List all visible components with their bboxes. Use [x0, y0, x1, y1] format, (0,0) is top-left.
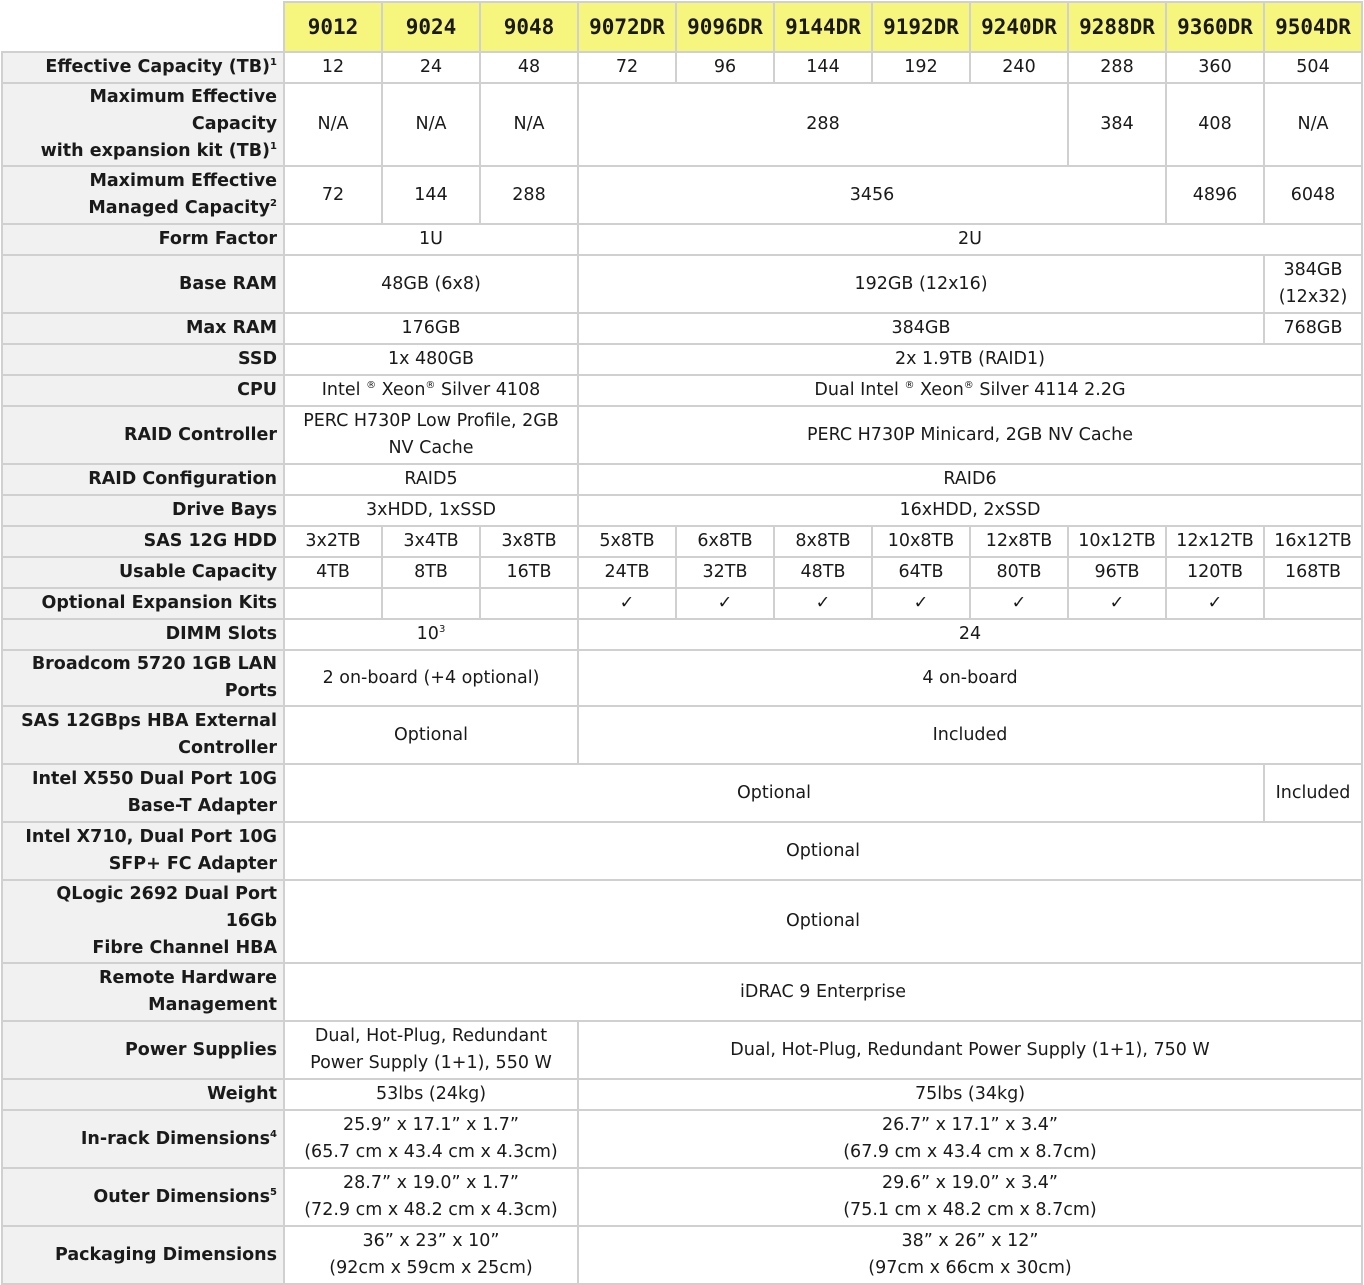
cell: 25.9” x 17.1” x 1.7” (65.7 cm x 43.4 cm x 4.3cm)	[284, 1110, 578, 1168]
model-header: 9144DR	[774, 2, 872, 52]
cell	[1264, 588, 1362, 619]
cell: PERC H730P Low Profile, 2GB NV Cache	[284, 406, 578, 464]
cell: Dual Intel ® Xeon® Silver 4114 2.2G	[578, 375, 1362, 406]
row-dimm-slots	[2, 619, 1362, 650]
cell: 4TB	[284, 557, 382, 588]
cell: 48TB	[774, 557, 872, 588]
row-label: Effective Capacity (TB)$^1$	[2, 52, 284, 83]
cell: 16TB	[480, 557, 578, 588]
cell: 144	[774, 52, 872, 83]
row-weight	[2, 1079, 1362, 1110]
row-expansion-kits	[2, 588, 1362, 619]
row-x710	[2, 822, 1362, 880]
row-label: Packaging Dimensions	[2, 1226, 284, 1284]
cell: 10x12TB	[1068, 526, 1166, 557]
row-ssd	[2, 344, 1362, 375]
cell: 32TB	[676, 557, 774, 588]
row-label: Max RAM	[2, 313, 284, 344]
model-header: 9504DR	[1264, 2, 1362, 52]
cell: 38” x 26” x 12” (97cm x 66cm x 30cm)	[578, 1226, 1362, 1284]
row-max-managed-capacity	[2, 166, 1362, 224]
cell: 1U	[284, 224, 578, 255]
cell: 53lbs (24kg)	[284, 1079, 578, 1110]
cell: PERC H730P Minicard, 2GB NV Cache	[578, 406, 1362, 464]
cell: 5x8TB	[578, 526, 676, 557]
row-power-supplies	[2, 1021, 1362, 1079]
cell: 288	[578, 83, 1068, 166]
cell: 12x12TB	[1166, 526, 1264, 557]
model-header: 9096DR	[676, 2, 774, 52]
checkmark-icon: ✓	[676, 588, 774, 619]
cell: Included	[578, 706, 1362, 764]
cell: Optional	[284, 880, 1362, 963]
row-label: Intel X710, Dual Port 10G SFP+ FC Adapter	[2, 822, 284, 880]
cell: 8TB	[382, 557, 480, 588]
cell	[382, 588, 480, 619]
cell: 24TB	[578, 557, 676, 588]
cell: 3x8TB	[480, 526, 578, 557]
cell	[284, 588, 382, 619]
cell: 6048	[1264, 166, 1362, 224]
cell: N/A	[382, 83, 480, 166]
cell: 26.7” x 17.1” x 3.4” (67.9 cm x 43.4 cm x 8.7cm)	[578, 1110, 1362, 1168]
row-lan-ports	[2, 650, 1362, 706]
corner-cell	[2, 2, 284, 52]
cell: 240	[970, 52, 1068, 83]
cell: 4 on-board	[578, 650, 1362, 706]
row-qlogic	[2, 880, 1362, 963]
cell: 29.6” x 19.0” x 3.4” (75.1 cm x 48.2 cm x 8.7cm)	[578, 1168, 1362, 1226]
cell: 80TB	[970, 557, 1068, 588]
row-label: QLogic 2692 Dual Port 16Gb Fibre Channel HBA	[2, 880, 284, 963]
row-x550	[2, 764, 1362, 822]
cell: 144	[382, 166, 480, 224]
row-drive-bays	[2, 495, 1362, 526]
row-label: Power Supplies	[2, 1021, 284, 1079]
checkmark-icon: ✓	[578, 588, 676, 619]
row-label: DIMM Slots	[2, 619, 284, 650]
cell: 288	[480, 166, 578, 224]
row-label: Form Factor	[2, 224, 284, 255]
row-label: Broadcom 5720 1GB LAN Ports	[2, 650, 284, 706]
cell: N/A	[1264, 83, 1362, 166]
checkmark-icon: ✓	[1166, 588, 1264, 619]
cell: 72	[284, 166, 382, 224]
cell: 3x4TB	[382, 526, 480, 557]
cell: Intel ® Xeon® Silver 4108	[284, 375, 578, 406]
cell: 48GB (6x8)	[284, 255, 578, 313]
model-header: 9012	[284, 2, 382, 52]
cell: 64TB	[872, 557, 970, 588]
cell: 36” x 23” x 10” (92cm x 59cm x 25cm)	[284, 1226, 578, 1284]
cell: 12	[284, 52, 382, 83]
cell: N/A	[480, 83, 578, 166]
row-label: Maximum Effective Managed Capacity$^2$	[2, 166, 284, 224]
cell: 384GB (12x32)	[1264, 255, 1362, 313]
checkmark-icon: ✓	[970, 588, 1068, 619]
model-header: 9288DR	[1068, 2, 1166, 52]
cell: 176GB	[284, 313, 578, 344]
model-header: 9360DR	[1166, 2, 1264, 52]
row-label: In-rack Dimensions$^4$	[2, 1110, 284, 1168]
cell: 4896	[1166, 166, 1264, 224]
cell: 3xHDD, 1xSSD	[284, 495, 578, 526]
cell: 8x8TB	[774, 526, 872, 557]
model-header: 9192DR	[872, 2, 970, 52]
cell: Included	[1264, 764, 1362, 822]
row-label: SAS 12G HDD	[2, 526, 284, 557]
row-inrack-dimensions	[2, 1110, 1362, 1168]
cell: 24	[382, 52, 480, 83]
cell: 3x2TB	[284, 526, 382, 557]
cell: iDRAC 9 Enterprise	[284, 963, 1362, 1021]
cell: 168TB	[1264, 557, 1362, 588]
cell: 192	[872, 52, 970, 83]
cell: 96	[676, 52, 774, 83]
row-label: Weight	[2, 1079, 284, 1110]
cell: N/A	[284, 83, 382, 166]
row-label: Drive Bays	[2, 495, 284, 526]
row-label: Optional Expansion Kits	[2, 588, 284, 619]
cell: RAID5	[284, 464, 578, 495]
cell: 24	[578, 619, 1362, 650]
row-max-ram	[2, 313, 1362, 344]
cell: 28.7” x 19.0” x 1.7” (72.9 cm x 48.2 cm x 4.3cm)	[284, 1168, 578, 1226]
cell	[480, 588, 578, 619]
row-usable-capacity	[2, 557, 1362, 588]
row-cpu	[2, 375, 1362, 406]
row-form-factor	[2, 224, 1362, 255]
cell: 408	[1166, 83, 1264, 166]
row-label: Maximum Effective Capacity with expansion kit (TB)$^1$	[2, 83, 284, 166]
cell: 384	[1068, 83, 1166, 166]
cell: RAID6	[578, 464, 1362, 495]
cell: Optional	[284, 764, 1264, 822]
row-label: Remote Hardware Management	[2, 963, 284, 1021]
model-header: 9024	[382, 2, 480, 52]
row-label: Outer Dimensions$^5$	[2, 1168, 284, 1226]
cell: 75lbs (34kg)	[578, 1079, 1362, 1110]
cell: 3456	[578, 166, 1166, 224]
cell: Optional	[284, 822, 1362, 880]
model-header-row	[2, 2, 1362, 52]
cell: 16xHDD, 2xSSD	[578, 495, 1362, 526]
cell: 2 on-board (+4 optional)	[284, 650, 578, 706]
row-max-effective-capacity	[2, 83, 1362, 166]
checkmark-icon: ✓	[1068, 588, 1166, 619]
cell: 48	[480, 52, 578, 83]
row-outer-dimensions	[2, 1168, 1362, 1226]
row-sas-hdd	[2, 526, 1362, 557]
row-sas-hba	[2, 706, 1362, 764]
model-header: 9240DR	[970, 2, 1068, 52]
row-label: SSD	[2, 344, 284, 375]
model-header: 9048	[480, 2, 578, 52]
model-header: 9072DR	[578, 2, 676, 52]
row-effective-capacity	[2, 52, 1362, 83]
checkmark-icon: ✓	[774, 588, 872, 619]
row-raid-controller	[2, 406, 1362, 464]
cell: 12x8TB	[970, 526, 1068, 557]
cell: 360	[1166, 52, 1264, 83]
cell: 16x12TB	[1264, 526, 1362, 557]
cell: 504	[1264, 52, 1362, 83]
row-label: Usable Capacity	[2, 557, 284, 588]
cell: 6x8TB	[676, 526, 774, 557]
row-packaging-dimensions	[2, 1226, 1362, 1284]
cell: Dual, Hot-Plug, Redundant Power Supply (1+1), 550 W	[284, 1021, 578, 1079]
cell: 1x 480GB	[284, 344, 578, 375]
cell: 768GB	[1264, 313, 1362, 344]
cell: 288	[1068, 52, 1166, 83]
cell: 2U	[578, 224, 1362, 255]
row-label: Intel X550 Dual Port 10G Base-T Adapter	[2, 764, 284, 822]
row-base-ram	[2, 255, 1362, 313]
spec-table	[1, 1, 1363, 1285]
cell: 2x 1.9TB (RAID1)	[578, 344, 1362, 375]
checkmark-icon: ✓	[872, 588, 970, 619]
cell: 10x8TB	[872, 526, 970, 557]
cell: 72	[578, 52, 676, 83]
cell: 120TB	[1166, 557, 1264, 588]
row-remote-management	[2, 963, 1362, 1021]
cell: $10^3$	[284, 619, 578, 650]
row-label: SAS 12GBps HBA External Controller	[2, 706, 284, 764]
cell: 384GB	[578, 313, 1264, 344]
cell: 96TB	[1068, 557, 1166, 588]
row-label: RAID Controller	[2, 406, 284, 464]
row-label: RAID Configuration	[2, 464, 284, 495]
cell: Optional	[284, 706, 578, 764]
row-label: CPU	[2, 375, 284, 406]
cell: Dual, Hot-Plug, Redundant Power Supply (1+1), 750 W	[578, 1021, 1362, 1079]
cell: 192GB (12x16)	[578, 255, 1264, 313]
row-raid-config	[2, 464, 1362, 495]
row-label: Base RAM	[2, 255, 284, 313]
